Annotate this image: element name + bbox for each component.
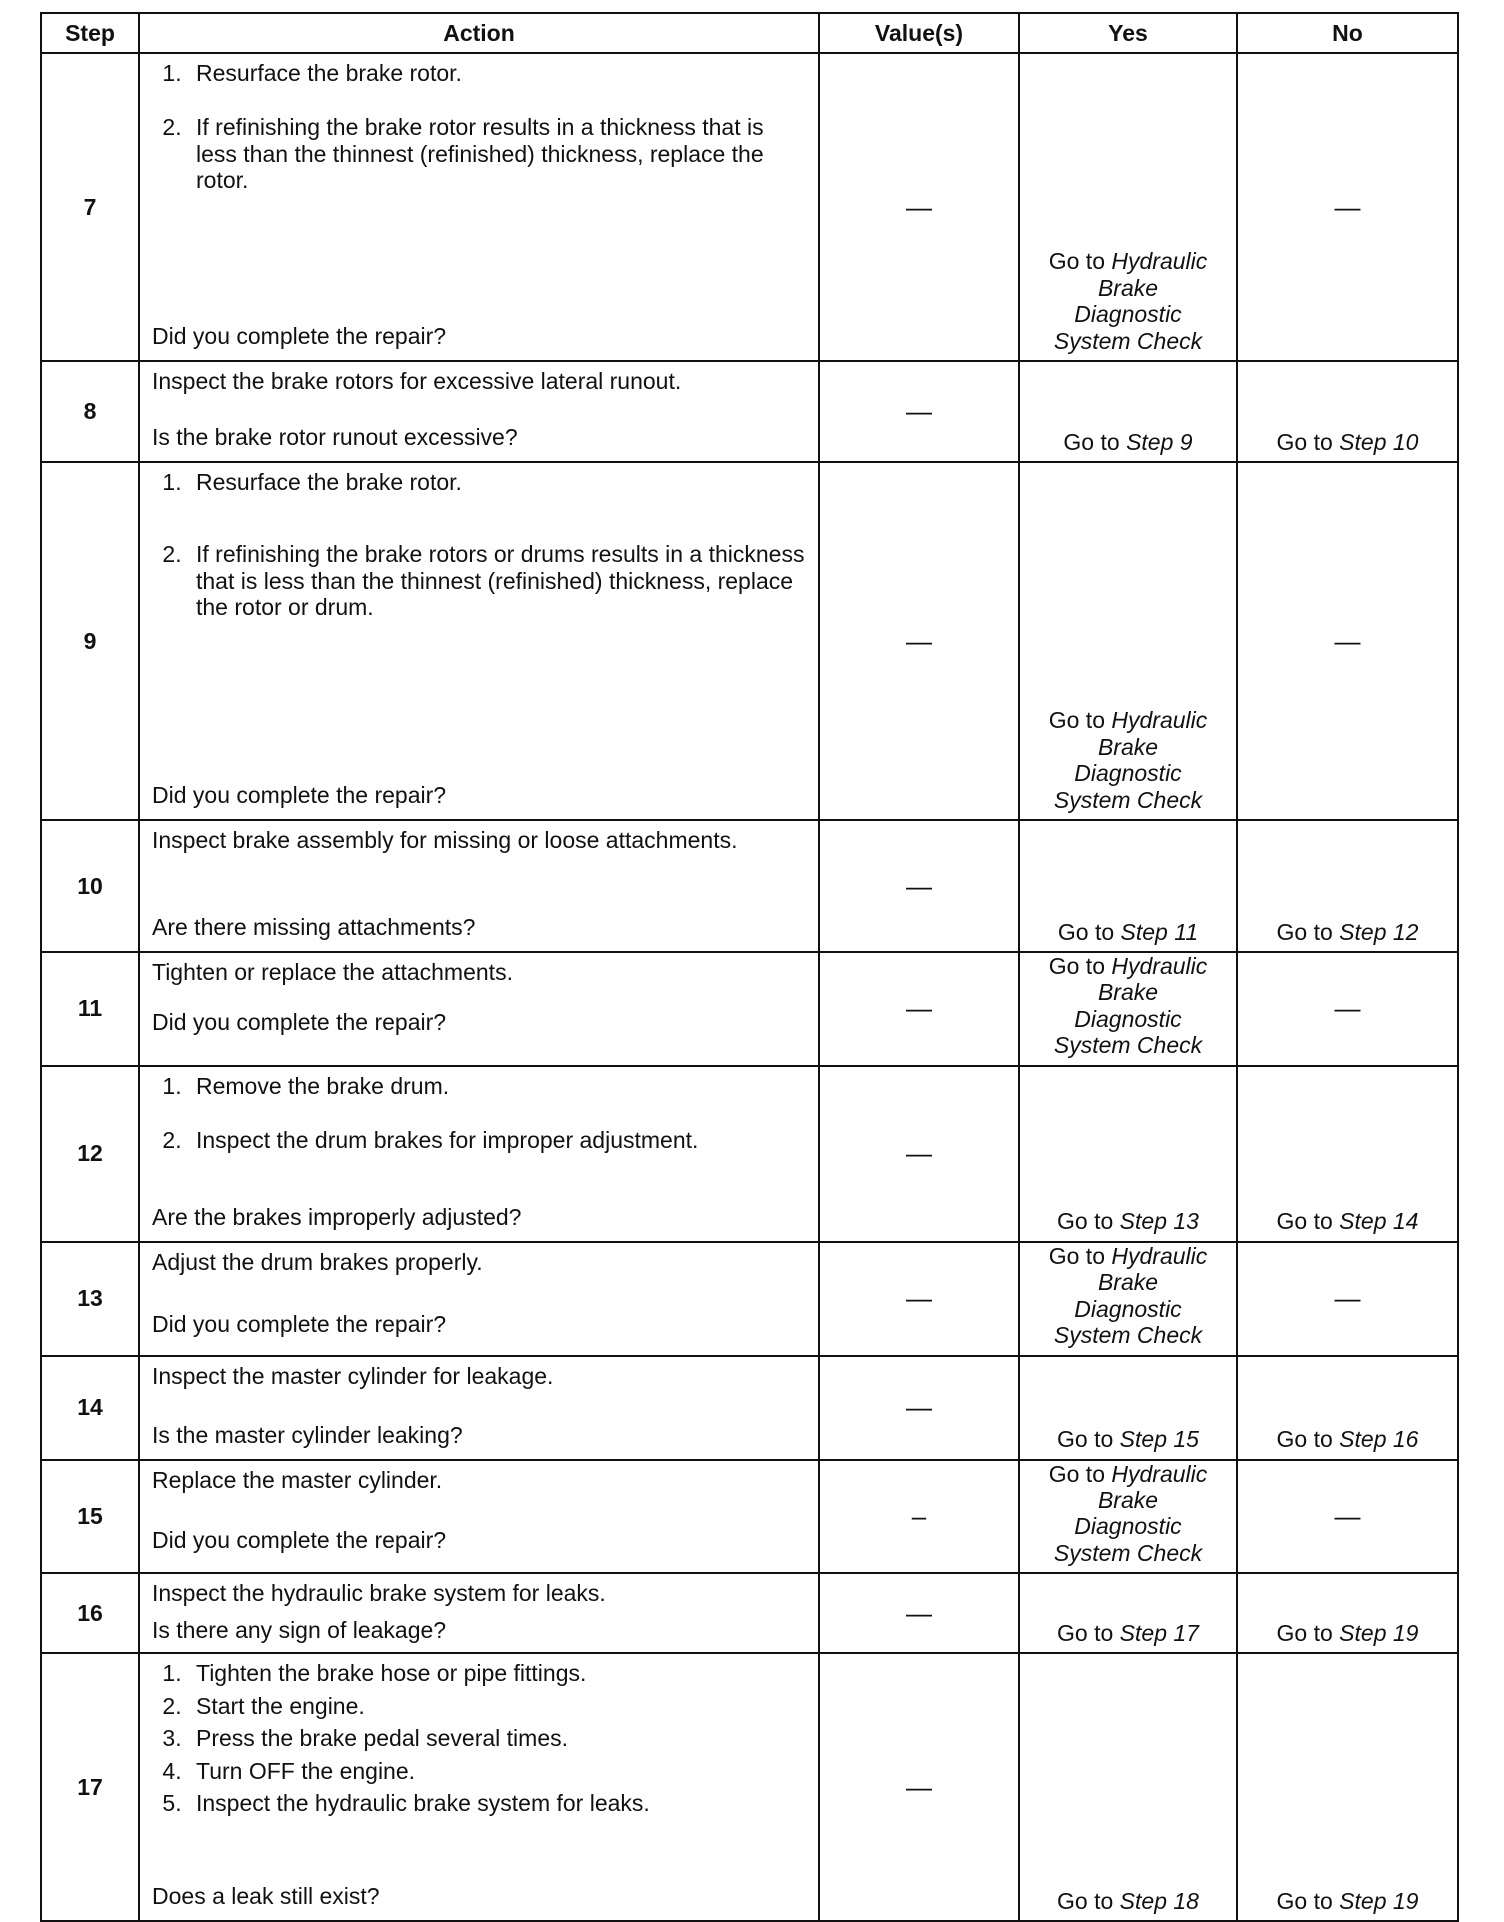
step-number: 14	[41, 1356, 139, 1460]
table-row	[41, 1653, 1458, 1921]
goto-target: Hydraulic Brake Diagnostic System Check	[1053, 953, 1208, 1059]
goto-target: Step 12	[1339, 918, 1419, 945]
action-content	[152, 1580, 808, 1644]
action-cell	[139, 1066, 819, 1242]
table-row	[41, 1460, 1458, 1574]
goto-target: Hydraulic Brake Diagnostic System Check	[1053, 1460, 1208, 1566]
yes-cell	[1019, 820, 1237, 952]
no-cell	[1237, 952, 1458, 1066]
action-steps-list	[152, 469, 808, 621]
yes-cell	[1019, 462, 1237, 820]
action-cell	[139, 462, 819, 820]
value-cell: —	[819, 1653, 1019, 1921]
yes-cell	[1019, 53, 1237, 361]
goto-link[interactable]	[1242, 919, 1453, 945]
action-step: 1. Remove the brake drum.	[188, 1073, 808, 1099]
goto-target: Hydraulic Brake Diagnostic System Check	[1053, 707, 1208, 813]
action-question: Did you complete the repair?	[152, 1526, 447, 1553]
goto-link[interactable]	[1024, 1888, 1232, 1914]
action-cell	[139, 1356, 819, 1460]
action-instructions	[152, 1363, 808, 1390]
goto-link[interactable]	[1024, 1426, 1232, 1452]
goto-prefix: Go to	[1276, 1887, 1333, 1914]
action-cell	[139, 53, 819, 361]
action-question: Did you complete the repair?	[152, 782, 447, 808]
action-text: Inspect the master cylinder for leakage.	[152, 1362, 554, 1389]
action-content	[152, 827, 808, 941]
yes-cell	[1019, 361, 1237, 462]
no-cell	[1237, 1356, 1458, 1460]
goto-target: Step 13	[1119, 1208, 1199, 1235]
action-content	[152, 1660, 808, 1910]
goto-prefix: Go to	[1048, 1242, 1105, 1269]
goto-prefix: Go to	[1048, 1460, 1105, 1487]
action-cell	[139, 820, 819, 952]
table-row	[41, 1573, 1458, 1653]
value-cell: –	[819, 1460, 1019, 1574]
goto-target: Step 14	[1339, 1208, 1419, 1235]
action-cell	[139, 1653, 819, 1921]
value-cell: —	[819, 820, 1019, 952]
value-cell: —	[819, 53, 1019, 361]
goto-link[interactable]	[1024, 1620, 1232, 1646]
action-question: Are there missing attachments?	[152, 914, 476, 940]
header-action: Action	[139, 13, 819, 53]
step-number: 8	[41, 361, 139, 462]
goto-prefix: Go to	[1057, 1426, 1114, 1453]
action-instructions	[152, 1467, 808, 1494]
goto-prefix: Go to	[1048, 248, 1105, 275]
action-cell	[139, 361, 819, 462]
goto-link[interactable]	[1043, 248, 1213, 354]
action-text: Tighten or replace the attachments.	[152, 959, 513, 985]
action-instructions	[152, 1249, 808, 1276]
goto-prefix: Go to	[1057, 1208, 1114, 1235]
goto-target: Step 15	[1119, 1426, 1199, 1453]
goto-prefix: Go to	[1057, 918, 1115, 945]
action-question: Did you complete the repair?	[152, 1310, 447, 1337]
table-row	[41, 1242, 1458, 1356]
table-row	[41, 820, 1458, 952]
goto-target: Step 18	[1119, 1887, 1199, 1914]
dash-mark: —	[1334, 191, 1361, 222]
goto-target: Hydraulic Brake Diagnostic System Check	[1053, 248, 1208, 354]
yes-cell	[1019, 1573, 1237, 1653]
table-row	[41, 361, 1458, 462]
action-instructions	[152, 469, 808, 621]
goto-link[interactable]	[1043, 707, 1213, 813]
goto-prefix: Go to	[1048, 953, 1105, 979]
action-question: Does a leak still exist?	[152, 1883, 380, 1910]
action-step: 1. Tighten the brake hose or pipe fittings.	[188, 1660, 808, 1686]
action-step: 2. If refinishing the brake rotors or drums results in a thickness that is less than the thinnest (refinished) thickness, replace the rotor or drum.	[188, 541, 808, 620]
value-cell: —	[819, 462, 1019, 820]
action-step: 4. Turn OFF the engine.	[188, 1758, 808, 1784]
diagnostic-table	[40, 12, 1459, 1922]
action-step: 2. If refinishing the brake rotor results in a thickness that is less than the thinnest (refinished) thickness, replace the rotor.	[188, 114, 808, 193]
step-number: 13	[41, 1242, 139, 1356]
action-step: 1. Resurface the brake rotor.	[188, 60, 808, 86]
step-number: 9	[41, 462, 139, 820]
action-content	[152, 469, 808, 809]
no-cell	[1237, 1460, 1458, 1574]
goto-target: Step 16	[1339, 1426, 1419, 1453]
value-cell: —	[819, 1573, 1019, 1653]
goto-link[interactable]	[1242, 1426, 1453, 1452]
action-content	[152, 1073, 808, 1231]
goto-link[interactable]	[1242, 1888, 1453, 1914]
action-question: Did you complete the repair?	[152, 323, 447, 349]
goto-target: Hydraulic Brake Diagnostic System Check	[1053, 1242, 1208, 1349]
action-text: Adjust the drum brakes properly.	[152, 1248, 483, 1275]
action-question: Is there any sign of leakage?	[152, 1617, 447, 1644]
header-row	[41, 13, 1458, 53]
action-content	[152, 959, 808, 1036]
action-question: Is the brake rotor runout excessive?	[152, 424, 518, 450]
no-cell	[1237, 1066, 1458, 1242]
goto-link[interactable]	[1242, 429, 1453, 455]
goto-prefix: Go to	[1057, 1619, 1114, 1646]
action-instructions	[152, 1580, 808, 1607]
action-content	[152, 1467, 808, 1554]
action-instructions	[152, 60, 808, 194]
action-instructions	[152, 1073, 808, 1154]
action-cell	[139, 952, 819, 1066]
no-cell	[1237, 1573, 1458, 1653]
action-step: 1. Resurface the brake rotor.	[188, 469, 808, 495]
action-question: Are the brakes improperly adjusted?	[152, 1203, 522, 1230]
table-row	[41, 462, 1458, 820]
goto-prefix: Go to	[1063, 428, 1120, 455]
action-steps-list	[152, 1660, 808, 1816]
step-number: 10	[41, 820, 139, 952]
value-cell: —	[819, 1356, 1019, 1460]
value-cell: —	[819, 361, 1019, 462]
goto-prefix: Go to	[1276, 1619, 1333, 1646]
action-step: 5. Inspect the hydraulic brake system for leaks.	[188, 1790, 808, 1816]
no-cell	[1237, 1653, 1458, 1921]
action-step: 2. Inspect the drum brakes for improper adjustment.	[188, 1127, 808, 1153]
goto-link[interactable]	[1242, 1208, 1453, 1234]
goto-prefix: Go to	[1276, 428, 1333, 455]
goto-target: Step 9	[1126, 428, 1193, 455]
goto-link[interactable]	[1242, 1620, 1453, 1646]
action-content	[152, 60, 808, 350]
dash-mark: —	[1334, 993, 1361, 1024]
action-cell	[139, 1242, 819, 1356]
no-cell	[1237, 820, 1458, 952]
step-number: 15	[41, 1460, 139, 1574]
step-number: 12	[41, 1066, 139, 1242]
no-cell	[1237, 361, 1458, 462]
dash-mark: —	[1334, 1500, 1361, 1531]
table-row	[41, 1066, 1458, 1242]
action-instructions	[152, 959, 808, 986]
step-number: 16	[41, 1573, 139, 1653]
header-yes: Yes	[1019, 13, 1237, 53]
yes-cell	[1019, 1460, 1237, 1574]
goto-prefix: Go to	[1276, 1208, 1333, 1235]
yes-cell	[1019, 1242, 1237, 1356]
action-cell	[139, 1460, 819, 1574]
yes-cell	[1019, 1653, 1237, 1921]
step-number: 17	[41, 1653, 139, 1921]
no-cell	[1237, 53, 1458, 361]
goto-target: Step 19	[1339, 1887, 1419, 1914]
goto-link[interactable]	[1024, 429, 1232, 455]
dash-mark: —	[1334, 1283, 1361, 1314]
action-text: Replace the master cylinder.	[152, 1466, 443, 1493]
goto-link[interactable]	[1043, 1461, 1213, 1567]
action-content	[152, 1249, 808, 1338]
action-text: Inspect brake assembly for missing or loose attachments.	[152, 827, 738, 853]
table-row	[41, 1356, 1458, 1460]
action-text: Inspect the brake rotors for excessive lateral runout.	[152, 368, 682, 394]
value-cell: —	[819, 952, 1019, 1066]
table-row	[41, 53, 1458, 361]
goto-prefix: Go to	[1057, 1887, 1114, 1914]
step-number: 7	[41, 53, 139, 361]
step-number: 11	[41, 952, 139, 1066]
goto-link[interactable]	[1043, 953, 1213, 1059]
goto-prefix: Go to	[1276, 1426, 1333, 1453]
action-step: 2. Start the engine.	[188, 1693, 808, 1719]
action-text: Inspect the hydraulic brake system for leaks.	[152, 1580, 606, 1607]
goto-link[interactable]	[1024, 1208, 1232, 1234]
goto-target: Step 10	[1339, 428, 1419, 455]
value-cell: —	[819, 1066, 1019, 1242]
action-instructions	[152, 1660, 808, 1822]
yes-cell	[1019, 952, 1237, 1066]
yes-cell	[1019, 1066, 1237, 1242]
action-steps-list	[152, 60, 808, 194]
action-question: Is the master cylinder leaking?	[152, 1421, 463, 1448]
no-cell	[1237, 462, 1458, 820]
header-values: Value(s)	[819, 13, 1019, 53]
action-step: 3. Press the brake pedal several times.	[188, 1725, 808, 1751]
goto-target: Step 19	[1339, 1619, 1419, 1646]
action-content	[152, 1363, 808, 1449]
table-row	[41, 952, 1458, 1066]
goto-link[interactable]	[1024, 919, 1232, 945]
goto-prefix: Go to	[1276, 918, 1333, 945]
action-instructions	[152, 368, 808, 395]
goto-target: Step 11	[1120, 918, 1199, 945]
action-instructions	[152, 827, 808, 854]
header-no: No	[1237, 13, 1458, 53]
goto-prefix: Go to	[1048, 707, 1105, 734]
goto-link[interactable]	[1043, 1243, 1213, 1349]
action-cell	[139, 1573, 819, 1653]
header-step: Step	[41, 13, 139, 53]
action-steps-list	[152, 1073, 808, 1154]
table-body	[41, 53, 1458, 1921]
dash-mark: —	[1334, 625, 1361, 656]
goto-target: Step 17	[1119, 1619, 1199, 1646]
yes-cell	[1019, 1356, 1237, 1460]
action-content	[152, 368, 808, 451]
action-question: Did you complete the repair?	[152, 1009, 447, 1035]
no-cell	[1237, 1242, 1458, 1356]
value-cell: —	[819, 1242, 1019, 1356]
